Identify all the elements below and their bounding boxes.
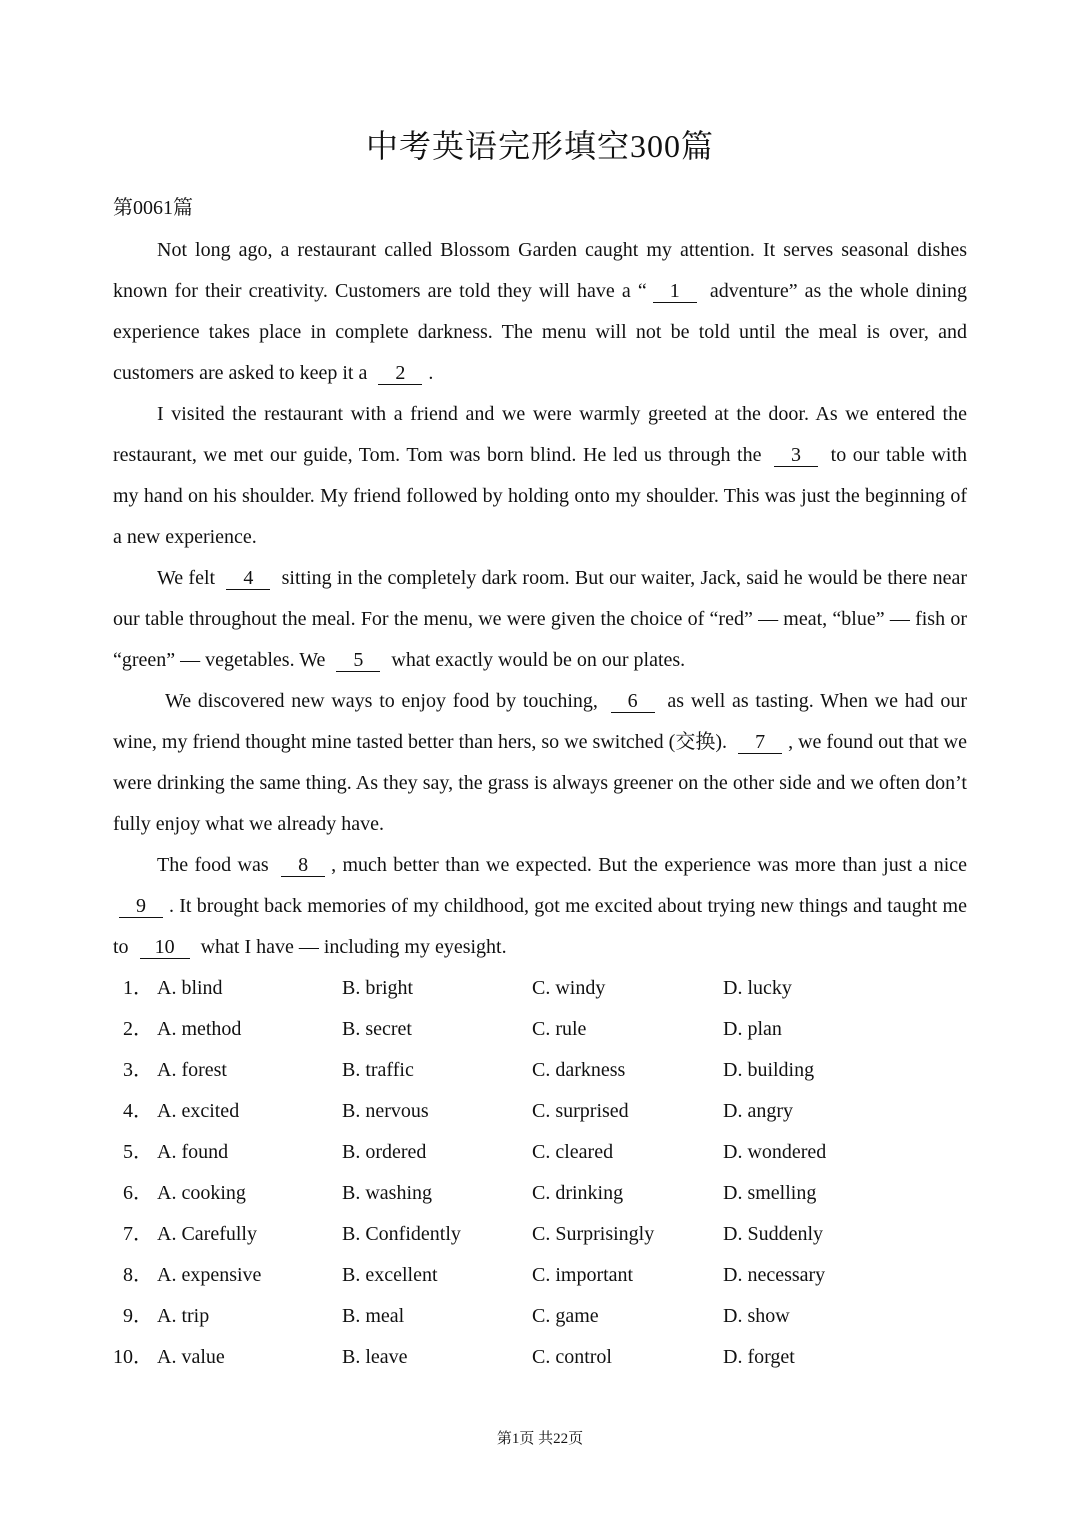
document-title: 中考英语完形填空300篇 [365,128,714,164]
option-d: D. wondered [723,1141,827,1163]
option-d: D. building [723,1059,815,1081]
paragraph-text: sitting in the completely dark room. But our waiter, Jack, said he would be there near our table throughout the meal. For the menu, we were given the choice of “red” — meat, “blue” — fish or “green” — vegetables. We [113,567,967,671]
option-b: B. excellent [342,1264,438,1286]
option-b: B. traffic [342,1059,414,1081]
paragraph-1 [113,230,967,394]
option-c: C. control [532,1346,612,1368]
option-a: A. method [157,1018,242,1040]
option-b: B. secret [342,1018,412,1040]
blank-5: 5 [336,649,380,672]
option-c: C. surprised [532,1100,629,1122]
option-d: D. forget [723,1346,795,1368]
option-b: B. leave [342,1346,408,1368]
option-b: B. nervous [342,1100,429,1122]
question-number: 5． [123,1141,153,1163]
page-footer: 第1页 共22页 [496,1431,584,1447]
option-b: B. ordered [342,1141,427,1163]
question-number: 3． [123,1059,153,1081]
blank-8: 8 [281,854,325,877]
option-d: D. show [723,1305,790,1327]
option-c: C. important [532,1264,634,1286]
option-d: D. plan [723,1018,782,1040]
option-a: A. Carefully [157,1223,257,1245]
blank-10: 10 [140,936,190,959]
paragraph-text: as well as tasting. When we had our wine, my friend thought mine tasted better than hers, so we switched (交换). [113,690,968,753]
paragraph-text: , we found out that we were drinking the same thing. As they say, the grass is always greener on the other side and we often don’t fully enjoy what we already have. [113,731,968,835]
blank-3: 3 [774,444,818,467]
question-number: 1． [123,977,153,999]
question-number: 9． [123,1305,153,1327]
question-row [113,1050,967,1091]
option-a: A. forest [157,1059,227,1081]
question-number: 7． [123,1223,153,1245]
option-d: D. necessary [723,1264,826,1286]
paragraph-text: We discovered new ways to enjoy food by touching, [165,690,598,712]
question-number: 2． [123,1018,153,1040]
blank-9: 9 [119,895,163,918]
blank-7: 7 [738,731,782,754]
option-c: C. rule [532,1018,587,1040]
option-c: C. drinking [532,1182,624,1204]
question-row [113,1132,967,1173]
option-c: C. game [532,1305,599,1327]
question-row [113,968,967,1009]
question-number: 8． [123,1264,153,1286]
option-b: B. meal [342,1305,405,1327]
paragraph-text: . [428,362,434,384]
paragraph-2 [113,394,967,558]
option-c: C. darkness [532,1059,626,1081]
paragraph-text: , much better than we expected. But the experience was more than just a nice [331,854,968,876]
question-number: 10． [113,1346,153,1368]
option-a: A. trip [157,1305,210,1327]
option-a: A. value [157,1346,225,1368]
paragraph-text: We felt [157,567,216,589]
option-d: D. smelling [723,1182,817,1204]
paragraph-text: I visited the restaurant with a friend and we were warmly greeted at the door. As we entered the restaurant, we met our guide, Tom. Tom was born blind. He led us through the [113,403,967,466]
paragraph-3 [113,558,967,681]
passage-label: 第0061篇 [113,197,193,219]
paragraph-4 [113,681,967,845]
question-row [113,1337,967,1378]
option-d: D. angry [723,1100,793,1122]
paragraph-text: . It brought back memories of my childhood, got me excited about trying new things and taught me to [113,895,967,958]
option-c: C. windy [532,977,606,999]
paragraph-text: The food was [157,854,269,876]
question-number: 6． [123,1182,153,1204]
question-row [113,1255,967,1296]
option-d: D. Suddenly [723,1223,823,1245]
paragraph-text: what I have — including my eyesight. [200,936,507,958]
option-c: C. Surprisingly [532,1223,655,1245]
option-a: A. cooking [157,1182,246,1204]
option-b: B. washing [342,1182,432,1204]
question-row [113,1296,967,1337]
question-row [113,1214,967,1255]
blank-4: 4 [226,567,270,590]
paragraph-text: adventure” as the whole dining experience takes place in complete darkness. The menu will not be told until the meal is over, and customers are asked to keep it a [113,280,968,384]
option-a: A. expensive [157,1264,262,1286]
paragraph-text: Not long ago, a restaurant called Blossom Garden caught my attention. It serves seasonal dishes known for their creativity. Customers are told they will have a “ [113,239,967,302]
paragraph-text: what exactly would be on our plates. [391,649,686,671]
paragraph-5 [113,845,967,968]
question-row [113,1173,967,1214]
cloze-passage [113,230,967,968]
blank-2: 2 [378,362,422,385]
blank-1: 1 [653,280,697,303]
option-b: B. Confidently [342,1223,461,1245]
option-c: C. cleared [532,1141,614,1163]
option-a: A. excited [157,1100,240,1122]
paragraph-text: to our table with my hand on his shoulder. My friend followed by holding onto my shoulder. This was just the beginning of a new experience. [113,444,968,548]
option-b: B. bright [342,977,414,999]
option-a: A. blind [157,977,223,999]
question-number: 4． [123,1100,153,1122]
answer-options [113,968,967,1378]
question-row [113,1009,967,1050]
option-a: A. found [157,1141,229,1163]
blank-6: 6 [611,690,655,713]
option-d: D. lucky [723,977,792,999]
question-row [113,1091,967,1132]
